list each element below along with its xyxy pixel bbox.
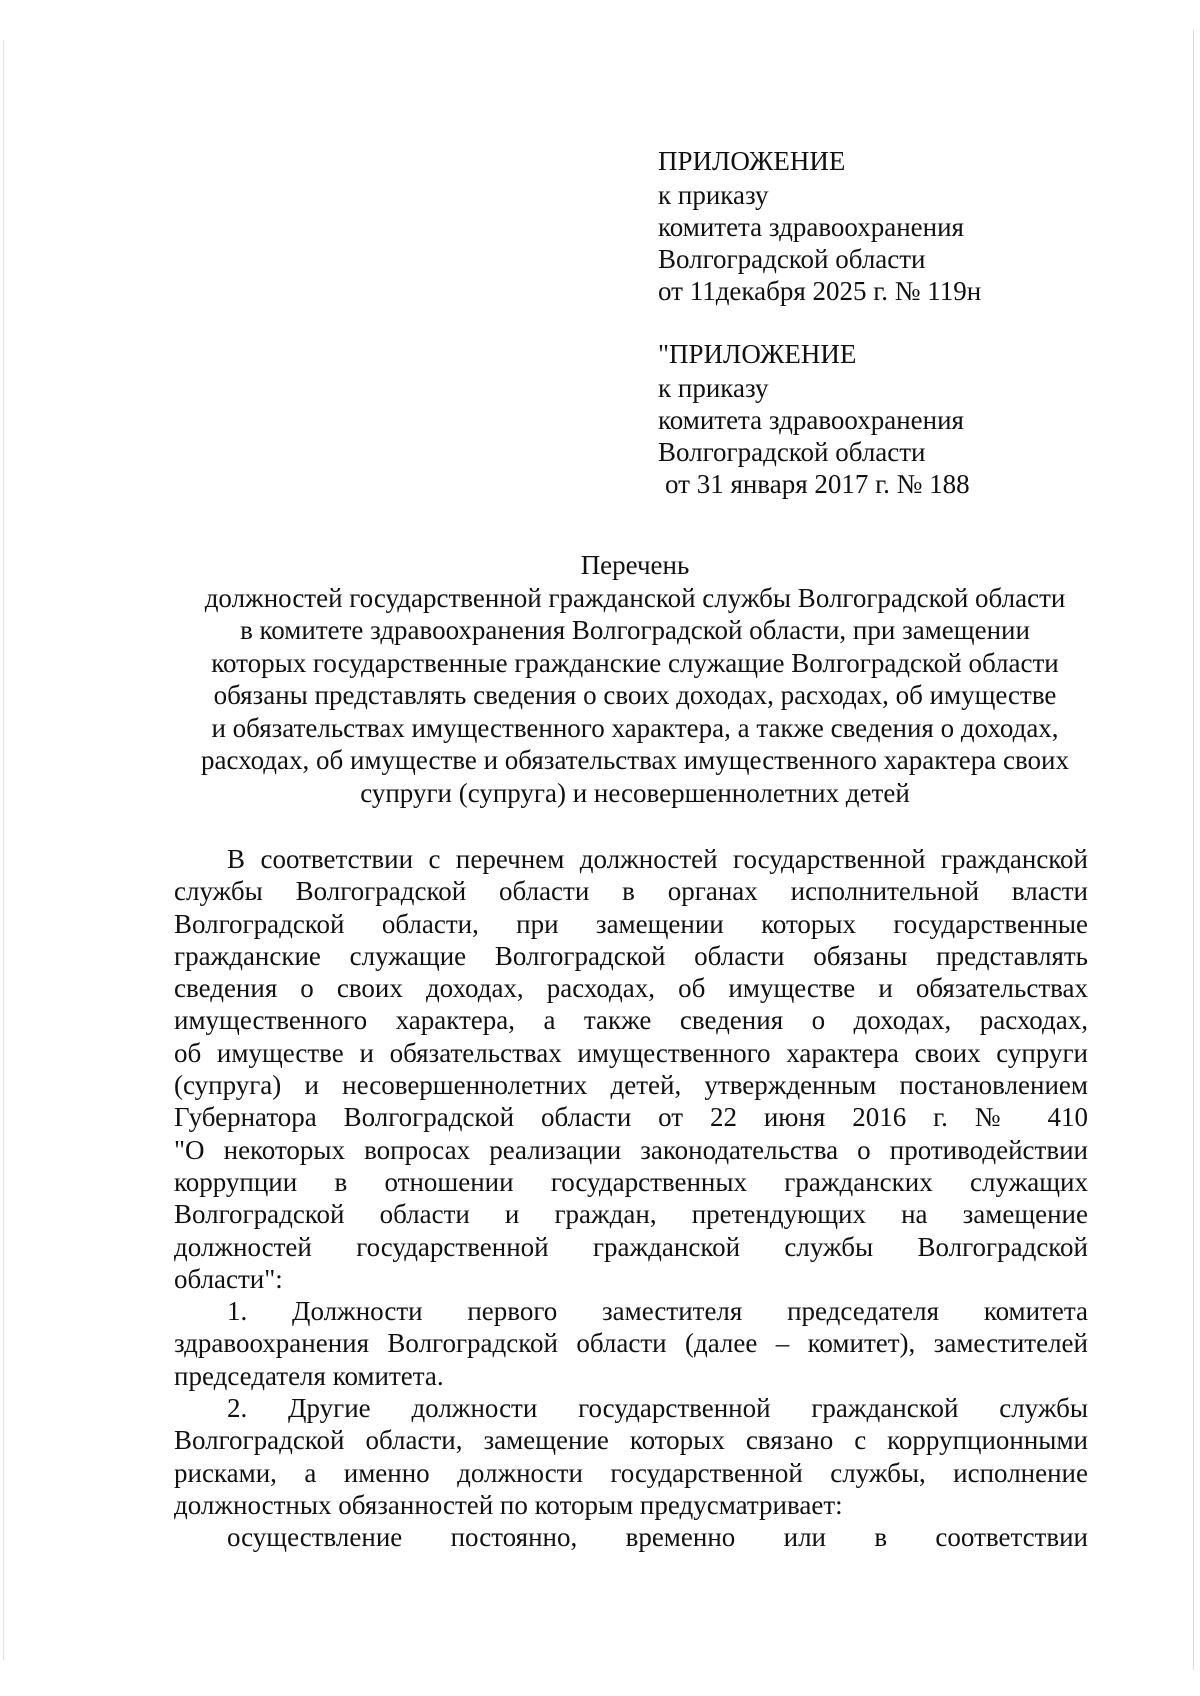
title-line: должностей государственной гражданской службы Волгоградской области	[204, 582, 1066, 613]
body-line: гражданские служащие Волгоградской области обязаны представлять	[174, 940, 1088, 971]
document-body	[174, 843, 1088, 1554]
list-item-2	[174, 1392, 1088, 1521]
document-title	[160, 549, 1110, 809]
title-line: которых государственные гражданские служащие Волгоградской области	[211, 647, 1059, 678]
body-line: "О некоторых вопросах реализации законодательства о противодействии	[174, 1134, 1088, 1165]
title-line: расходах, об имуществе и обязательствах имущественного характера своих	[201, 745, 1069, 775]
body-line: имущественного характера, а также сведения о доходах, расходах,	[174, 1005, 1088, 1036]
title-line: и обязательствах имущественного характера, а также сведения о доходах,	[211, 712, 1059, 743]
body-line: (супруга) и несовершеннолетних детей, утвержденным постановлением	[174, 1070, 1088, 1101]
body-line: 2. Другие должности государственной гражданской службы	[227, 1393, 1088, 1424]
title-line: в комитете здравоохранения Волгоградской области, при замещении	[240, 615, 1030, 645]
body-line: об имуществе и обязательствах имущественного характера своих супруги	[174, 1037, 1088, 1068]
body-line: Волгоградской области и граждан, претендующих на замещение	[174, 1199, 1088, 1230]
body-line: сведения о своих доходах, расходах, об имуществе и обязательствах	[174, 973, 1088, 1004]
appendix-current-line: комитета здравоохранения	[658, 212, 964, 242]
body-line: службы Волгоградской области в органах исполнительной власти	[174, 876, 1088, 907]
body-line: должностей государственной гражданской службы Волгоградской	[174, 1231, 1088, 1262]
body-line: Губернатора Волгоградской области от 22 июня 2016 г. № 410	[174, 1102, 1088, 1133]
body-line: Волгоградской области, замещение которых связано с коррупционными	[174, 1425, 1088, 1456]
body-line: Волгоградской области, при замещении которых государственные	[174, 908, 1088, 939]
appendix-current-line: Волгоградской области	[658, 244, 926, 274]
body-line: председателя комитета.	[174, 1360, 444, 1391]
body-line: осуществление постоянно, временно или в соответствии	[227, 1522, 1088, 1553]
scan-edge-left	[3, 40, 4, 1660]
appendix-current-date: от 11декабря 2025 г. № 119н	[658, 276, 982, 306]
body-line: здравоохранения Волгоградской области (далее – комитет), заместителей	[174, 1328, 1088, 1359]
appendix-original-line: Волгоградской области	[658, 437, 926, 467]
appendix-original-heading: "ПРИЛОЖЕНИЕ	[658, 339, 857, 369]
appendix-current-stamp	[658, 145, 1098, 307]
preamble-paragraph	[174, 843, 1088, 1295]
title-line: Перечень	[580, 550, 690, 580]
body-line: рисками, а именно должности государственной службы, исполнение	[174, 1457, 1088, 1488]
appendix-original-date: от 31 января 2017 г. № 188	[665, 469, 970, 499]
body-line: должностных обязанностей по которым предусматривает:	[174, 1489, 843, 1520]
appendix-original-line: комитета здравоохранения	[658, 405, 964, 435]
title-line: обязаны представлять сведения о своих доходах, расходах, об имуществе	[213, 680, 1057, 710]
title-line: супруги (супруга) и несовершеннолетних детей	[360, 777, 910, 808]
appendix-original-stamp	[658, 338, 1098, 500]
appendix-current-line: к приказу	[658, 180, 769, 210]
appendix-current-heading: ПРИЛОЖЕНИЕ	[658, 146, 846, 176]
body-line: области":	[174, 1263, 283, 1294]
body-line: В соответствии с перечнем должностей государственной гражданской	[227, 844, 1088, 874]
scan-edge-right	[1193, 30, 1194, 1670]
appendix-original-line: к приказу	[658, 373, 769, 403]
list-item-1	[174, 1295, 1088, 1392]
body-line: 1. Должности первого заместителя председателя комитета	[227, 1296, 1088, 1327]
sub-item	[174, 1521, 1088, 1553]
body-line: коррупции в отношении государственных гражданских служащих	[174, 1166, 1088, 1197]
